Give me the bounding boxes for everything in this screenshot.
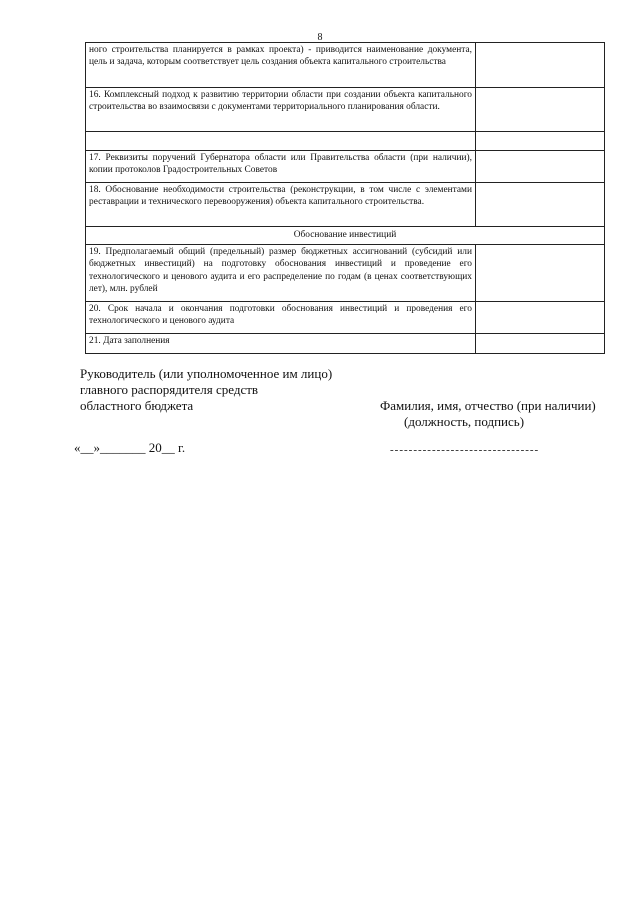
row-value-cell (476, 334, 605, 354)
row-value-cell (476, 245, 605, 302)
row-value-cell (476, 183, 605, 227)
signatory-title-line: Руководитель (или уполномоченное им лицо) (80, 366, 333, 381)
row-description (86, 132, 476, 151)
signatory-title-line: главного распорядителя средств (80, 382, 259, 397)
table-row (86, 43, 605, 88)
table-row (86, 302, 605, 334)
section-header-row (86, 227, 605, 245)
row-value-cell (476, 132, 605, 151)
table-row (86, 334, 605, 354)
table-row (86, 183, 605, 227)
signature-line: -------------------------------- (390, 444, 540, 456)
position-signature-label: (должность, подпись) (404, 414, 525, 429)
signatory-title-line: областного бюджета (80, 398, 194, 413)
row-value-cell (476, 88, 605, 132)
page-number: 8 (317, 32, 323, 43)
row-description: 19. Предполагаемый общий (предельный) размер бюджетных ассигнований (субсидий или бюджетных инвестиций) на подготовку обоснования инвестиций и проведение его технологического и ценового аудита и его распределение по годам (в ценах соответствующих лет), млн. рублей (86, 245, 476, 302)
table-row (86, 88, 605, 132)
row-value-cell (476, 43, 605, 88)
row-description: 16. Комплексный подход к развитию территории области при создании объекта капитального строительства во взаимосвязи с документами территориального планирования области. (86, 88, 476, 132)
signatory-name-block (380, 398, 596, 430)
table-row (86, 245, 605, 302)
date-field: «__»_______ 20__ г. (74, 440, 186, 455)
row-value-cell (476, 302, 605, 334)
table-row (86, 151, 605, 183)
row-value-cell (476, 151, 605, 183)
row-description: 18. Обоснование необходимости строительства (реконструкции, в том числе с элементами реставрации и технического перевооружения) объекта капитального строительства. (86, 183, 476, 227)
row-description: 21. Дата заполнения (86, 334, 476, 354)
signatory-title (80, 366, 332, 414)
row-description: 17. Реквизиты поручений Губернатора области или Правительства области (при наличии), копии протоколов Градостроительных Советов (86, 151, 476, 183)
section-header: Обоснование инвестиций (86, 227, 605, 245)
row-description: 20. Срок начала и окончания подготовки обоснования инвестиций и проведения его технологического и ценового аудита (86, 302, 476, 334)
full-name-label: Фамилия, имя, отчество (при наличии) (380, 398, 596, 413)
form-table (85, 42, 605, 354)
table-row (86, 132, 605, 151)
row-description: ного строительства планируется в рамках проекта) - приводится наименование документа, цель и задача, которым соответствует цель создания объекта капитального строительства (86, 43, 476, 88)
